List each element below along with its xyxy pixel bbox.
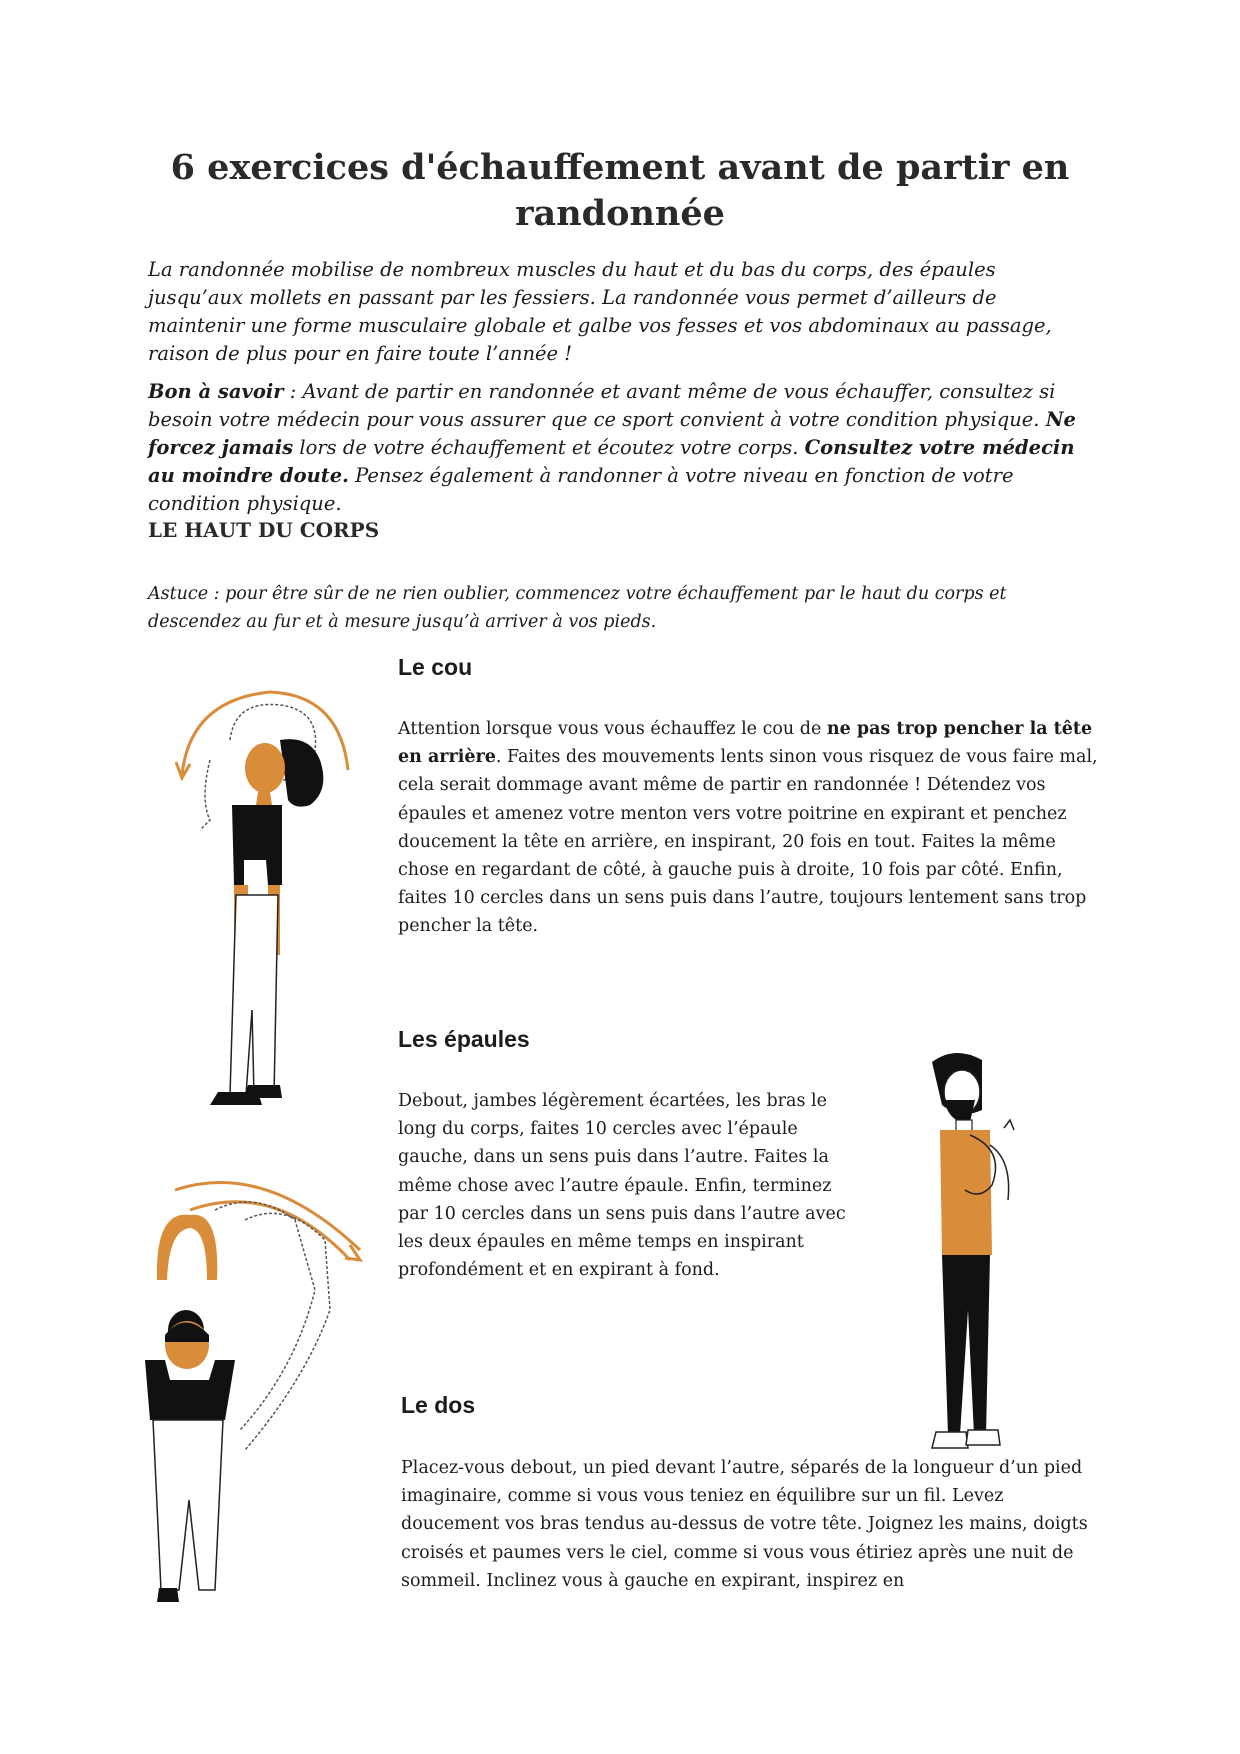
exercise-shoulders-title: Les épaules — [398, 1026, 530, 1052]
woman-side-bend-illustration — [145, 1170, 375, 1610]
exercise-neck-title: Le cou — [398, 654, 473, 680]
page-title: 6 exercices d'échauffement avant de partir en randonnée — [170, 147, 1070, 234]
exercise-shoulders-text: Debout, jambes légèrement écartées, les bras le long du corps, faites 10 cercles avec l’épaule gauche, dans un sens puis dans l’autre. Faites la même chose avec l’autre épaule. Enfin, terminez par 10 cercles dans un sens puis dans l’autre avec les deux épaules en même temps en inspirant profondément et en expirant à fond. — [398, 1091, 846, 1281]
exercise-back-text: Placez-vous debout, un pied devant l’autre, séparés de la longueur d’un pied imaginaire, comme si vous vous teniez en équilibre sur un fil. Levez doucement vos bras tendus au-dessus de votre tête. Joignez les mains, doigts croisés et paumes vers le ciel, comme si vous vous étiriez après une nuit de sommeil. Inclinez vous à gauche en expirant, inspirez en — [401, 1458, 1088, 1591]
exercise-back-title: Le dos — [401, 1392, 476, 1418]
good-to-know-label: Bon à savoir — [148, 380, 284, 403]
tip-paragraph: Astuce : pour être sûr de ne rien oublier, commencez votre échauffement par le haut du corps et descendez au fur et à mesure jusqu’à arriver à vos pieds. — [148, 584, 1007, 632]
intro-paragraph: La randonnée mobilise de nombreux muscles du haut et du bas du corps, des épaules jusqu’aux mollets en passant par les fessiers. La randonnée vous permet d’ailleurs de maintenir une forme musculaire globale et galbe vos fesses et vos abdominaux au passage, raison de plus pour en faire toute l’année ! — [148, 258, 1052, 365]
exercise-neck-text: Attention lorsque vous vous échauffez le cou de ne pas trop pencher la tête en arrière. Faites des mouvements lents sinon vous risquez de vous faire mal, cela serait dommage avant même de partir en randonnée ! Détendez vos épaules et amenez votre menton vers votre poitrine en expirant et penchez doucement la tête en arrière, en inspirant, 20 fois en tout. Faites la même chose en regardant de côté, à gauche puis à droite, 10 fois par côté. Enfin, faites 10 cercles dans un sens puis dans l’autre, toujours lentement sans trop pencher la tête. — [398, 719, 1098, 937]
section-heading: LE HAUT DU CORPS — [148, 518, 380, 542]
man-shoulder-circles-illustration — [920, 1050, 1060, 1460]
woman-neck-stretch-illustration — [170, 680, 360, 1110]
good-to-know-paragraph: Bon à savoir : Avant de partir en randonnée et avant même de vous échauffer, consultez si besoin votre médecin pour vous assurer que ce sport convient à votre condition physique. Ne forcez jamais lors de votre échauffement et écoutez votre corps. Consultez votre médecin au moindre doute. Pensez également à randonner à votre niveau en fonction de votre condition physique. — [148, 380, 1076, 515]
